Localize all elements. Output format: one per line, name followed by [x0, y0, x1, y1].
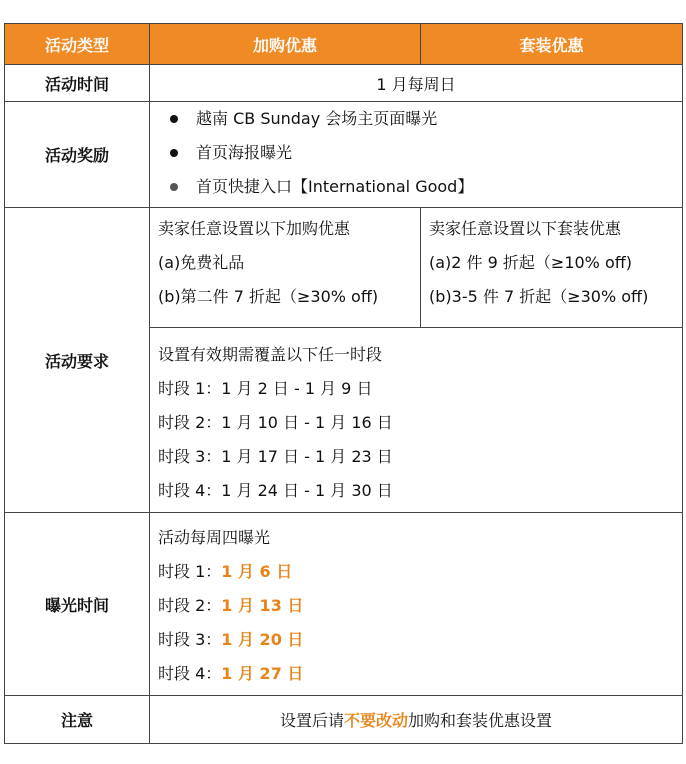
- warning-highlight: 不要改动: [343, 711, 408, 730]
- list-item: 时段 3：1 月 17 日 - 1 月 23 日: [158, 447, 393, 466]
- header-bundle-deal: 套装优惠: [421, 24, 683, 65]
- promo-table-wrapper: [4, 23, 682, 744]
- row-reward: [5, 102, 683, 208]
- addon-requirements: 卖家任意设置以下加购优惠 (a)免费礼品 (b)第二件 7 折起（≥30% off): [150, 208, 421, 328]
- list-item: 时段 4：1 月 24 日 - 1 月 30 日: [158, 481, 393, 500]
- label-note: 注意: [5, 696, 150, 744]
- list-item: 越南 CB Sunday 会场主页面曝光: [158, 102, 674, 136]
- row-note: [5, 696, 683, 744]
- header-activity-type: 活动类型: [5, 24, 150, 65]
- list-item: 首页海报曝光: [158, 136, 674, 170]
- header-row: [5, 24, 683, 65]
- bullet-icon: [170, 149, 178, 157]
- bundle-requirements: 卖家任意设置以下套装优惠 (a)2 件 9 折起（≥10% off) (b)3-5 件 7 折起（≥30% off): [421, 208, 683, 328]
- row-time: [5, 65, 683, 102]
- list-item: 时段 2：1 月 10 日 - 1 月 16 日: [158, 413, 393, 432]
- list-item: 时段 1：1 月 2 日 - 1 月 9 日: [158, 379, 373, 398]
- header-addon-deal: 加购优惠: [150, 24, 421, 65]
- bullet-icon: [170, 183, 178, 191]
- promo-table: [4, 23, 683, 744]
- label-time: 活动时间: [5, 65, 150, 102]
- value-note: 设置后请不要改动加购和套装优惠设置: [150, 696, 683, 744]
- row-exposure: [5, 513, 683, 696]
- list-item: 时段 4：1 月 27 日: [158, 664, 304, 683]
- label-reward: 活动奖励: [5, 102, 150, 208]
- label-exposure: 曝光时间: [5, 513, 150, 696]
- exposure-list: 活动每周四曝光 时段 1：1 月 6 日 时段 2：1 月 13 日 时段 3：1 月 20 日 时段 4：1 月 27 日: [150, 513, 683, 696]
- reward-list: [150, 102, 683, 208]
- label-requirement: 活动要求: [5, 208, 150, 513]
- period-list: 设置有效期需覆盖以下任一时段 时段 1：1 月 2 日 - 1 月 9 日 时段 2：1 月 10 日 - 1 月 16 日 时段 3：1 月 17 日 - 1 月 23 日 时段 4：1 月 24 日 - 1 月 30 日: [150, 328, 683, 513]
- value-time: 1 月每周日: [150, 65, 683, 102]
- list-item: 时段 3：1 月 20 日: [158, 630, 304, 649]
- list-item: 首页快捷入口【International Good】: [158, 170, 674, 204]
- list-item: 时段 1：1 月 6 日: [158, 562, 293, 581]
- list-item: 时段 2：1 月 13 日: [158, 596, 304, 615]
- row-requirement-deals: [5, 208, 683, 328]
- bullet-icon: [170, 115, 178, 123]
